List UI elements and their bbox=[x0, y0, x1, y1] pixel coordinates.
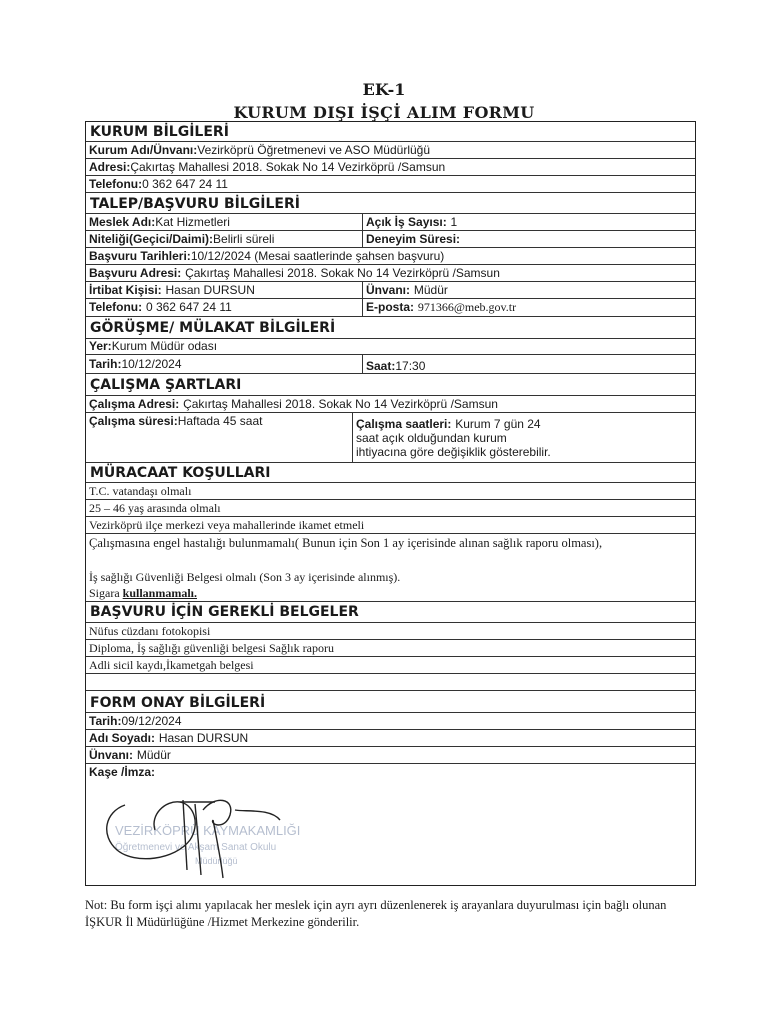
field-label: Ünvanı: bbox=[366, 283, 411, 297]
field-value: 10/12/2024 (Mesai saatlerinde şahsen başvuru) bbox=[190, 249, 445, 263]
field-value: Hasan DURSUN bbox=[165, 283, 255, 297]
section-muracaat-header bbox=[86, 463, 695, 483]
row-onay-unvan bbox=[86, 747, 695, 764]
field-label: Başvuru Adresi: bbox=[89, 266, 182, 280]
stamp-signature-image bbox=[95, 790, 335, 880]
field-value: 10/12/2024 bbox=[121, 357, 182, 371]
list-item bbox=[86, 483, 695, 500]
stamp-text: VEZİRKÖPRÜ KAYMAKAMLIĞI bbox=[115, 823, 301, 838]
field-label: Saat: bbox=[366, 359, 396, 373]
field-value: Belirli süreli bbox=[213, 232, 275, 246]
condition-text: İş sağlığı Güvenliği Belgesi olmalı (Son 3 ay içerisinde alınmış). bbox=[89, 570, 401, 584]
section-title: FORM ONAY BİLGİLERİ bbox=[90, 695, 266, 711]
section-title: TALEP/BAŞVURU BİLGİLERİ bbox=[90, 196, 300, 212]
section-title: GÖRÜŞME/ MÜLAKAT BİLGİLERİ bbox=[90, 320, 336, 336]
section-calisma-header bbox=[86, 374, 695, 396]
section-title: ÇALIŞMA ŞARTLARI bbox=[90, 377, 242, 393]
condition-text: Sigara bbox=[89, 586, 120, 600]
list-item bbox=[86, 500, 695, 517]
field-value: Müdür bbox=[413, 283, 448, 297]
field-label: Ünvanı: bbox=[89, 748, 134, 762]
section-title: KURUM BİLGİLERİ bbox=[90, 124, 229, 140]
field-label: Deneyim Süresi: bbox=[366, 232, 461, 246]
field-value: 1 bbox=[450, 215, 458, 229]
field-value: Kat Hizmetleri bbox=[155, 215, 230, 229]
document-text: Adli sicil kaydı,İkametgah belgesi bbox=[89, 658, 254, 672]
row-onay-tarih bbox=[86, 713, 695, 730]
section-talep-header bbox=[86, 193, 695, 214]
row-kase-imza bbox=[86, 764, 695, 784]
field-value: Çakırtaş Mahallesi 2018. Sokak No 14 Vezirköprü /Samsun bbox=[130, 160, 446, 174]
field-label: Başvuru Tarihleri: bbox=[89, 249, 191, 263]
field-label: Çalışma süresi: bbox=[89, 414, 178, 428]
signature-icon bbox=[107, 800, 280, 878]
application-form bbox=[85, 121, 696, 886]
field-label: Tarih: bbox=[89, 357, 122, 371]
list-item bbox=[86, 534, 695, 568]
field-label: Telefonu: bbox=[89, 300, 143, 314]
row-calisma-sure bbox=[86, 413, 695, 463]
row-basvuru-adres bbox=[86, 265, 695, 282]
field-label: Çalışma Adresi: bbox=[89, 397, 180, 411]
field-value: 0 362 647 24 11 bbox=[145, 300, 232, 314]
row-nitelik bbox=[86, 231, 695, 248]
field-value: Çakırtaş Mahallesi 2018. Sokak No 14 Vezirköprü /Samsun bbox=[185, 266, 500, 280]
condition-text: T.C. vatandaşı olmalı bbox=[89, 484, 192, 498]
condition-text: 25 – 46 yaş arasında olmalı bbox=[89, 501, 221, 515]
section-gorusme-header bbox=[86, 317, 695, 339]
row-basvuru-tarih bbox=[86, 248, 695, 265]
document-text: Nüfus cüzdanı fotokopisi bbox=[89, 624, 211, 638]
field-label: Telefonu: bbox=[89, 177, 143, 191]
condition-text: Çalışmasına engel hastalığı bulunmamalı( Bunun için Son 1 ay içerisinde alınan sağlık raporu olması), bbox=[89, 536, 603, 550]
field-label: Kaşe /İmza: bbox=[89, 765, 156, 779]
section-title: BAŞVURU İÇİN GEREKLİ BELGELER bbox=[90, 604, 359, 620]
list-item bbox=[86, 623, 695, 640]
field-label: Meslek Adı: bbox=[89, 215, 156, 229]
field-value: Kurum Müdür odası bbox=[111, 339, 218, 353]
field-label: Adı Soyadı: bbox=[89, 731, 156, 745]
row-yer bbox=[86, 339, 695, 355]
field-label: Tarih: bbox=[89, 714, 122, 728]
field-value: 0 362 647 24 11 bbox=[142, 177, 228, 191]
row-talep-telefon bbox=[86, 299, 695, 317]
row-calisma-adres bbox=[86, 396, 695, 413]
row-kurum-telefon bbox=[86, 176, 695, 193]
list-item bbox=[86, 570, 695, 586]
stamp-text: Müdürlüğü bbox=[195, 856, 238, 866]
field-value: Çakırtaş Mahallesi 2018. Sokak No 14 Vezirköprü /Samsun bbox=[183, 397, 498, 411]
field-label: Çalışma saatleri: bbox=[356, 417, 452, 431]
field-value: 17:30 bbox=[395, 359, 426, 373]
field-value: Kurum 7 gün 24 saat açık olduğundan kurum ihtiyacına göre değişiklik gösterebilir. bbox=[356, 417, 551, 459]
row-irtibat bbox=[86, 282, 695, 299]
blank-row bbox=[86, 674, 695, 691]
section-title: MÜRACAAT KOŞULLARI bbox=[90, 465, 271, 481]
list-item bbox=[86, 517, 695, 534]
field-value: Vezirköprü Öğretmenevi ve ASO Müdürlüğü bbox=[197, 143, 431, 157]
field-value: 971366@meb.gov.tr bbox=[417, 300, 517, 314]
field-value: Hasan DURSUN bbox=[158, 731, 249, 745]
row-onay-ad bbox=[86, 730, 695, 747]
row-gorusme-tarih bbox=[86, 355, 695, 374]
field-label: Yer: bbox=[89, 339, 112, 353]
section-kurum-header bbox=[86, 122, 695, 142]
list-item bbox=[86, 640, 695, 657]
field-label: Açık İş Sayısı: bbox=[366, 215, 447, 229]
field-label: Adresi: bbox=[89, 160, 131, 174]
field-value: Haftada 45 saat bbox=[177, 414, 263, 428]
field-label: Niteliği(Geçici/Daimi): bbox=[89, 232, 214, 246]
condition-emphasis: kullanmamalı. bbox=[122, 586, 198, 600]
row-kurum-adres bbox=[86, 159, 695, 176]
footer-note: Not: Bu form işçi alımı yapılacak her meslek için ayrı ayrı düzenlenerek iş arayanlara duyurulması için bağlı olunan İŞKUR İl Müdürlüğüne /Hizmet Merkezine gönderilir. bbox=[85, 898, 667, 929]
field-label: İrtibat Kişisi: bbox=[89, 283, 162, 297]
row-kurum-adi bbox=[86, 142, 695, 159]
stamp-text: Öğretmenevi ve Akşam Sanat Okulu bbox=[115, 842, 277, 853]
field-label: Kurum Adı/Ünvanı: bbox=[89, 143, 198, 157]
document-text: Diploma, İş sağlığı güvenliği belgesi Sağlık raporu bbox=[89, 641, 334, 655]
section-onay-header bbox=[86, 691, 695, 713]
field-value: Müdür bbox=[136, 748, 171, 762]
condition-text: Vezirköprü ilçe merkezi veya mahallerinde ikamet etmeli bbox=[89, 518, 365, 532]
list-item bbox=[86, 586, 695, 602]
list-item bbox=[86, 657, 695, 674]
field-value: 09/12/2024 bbox=[121, 714, 182, 728]
row-meslek bbox=[86, 214, 695, 231]
section-belgeler-header bbox=[86, 602, 695, 623]
form-title: KURUM DIŞI İŞÇİ ALIM FORMU bbox=[233, 103, 535, 122]
field-label: E-posta: bbox=[366, 300, 414, 314]
form-code: EK-1 bbox=[362, 80, 406, 99]
